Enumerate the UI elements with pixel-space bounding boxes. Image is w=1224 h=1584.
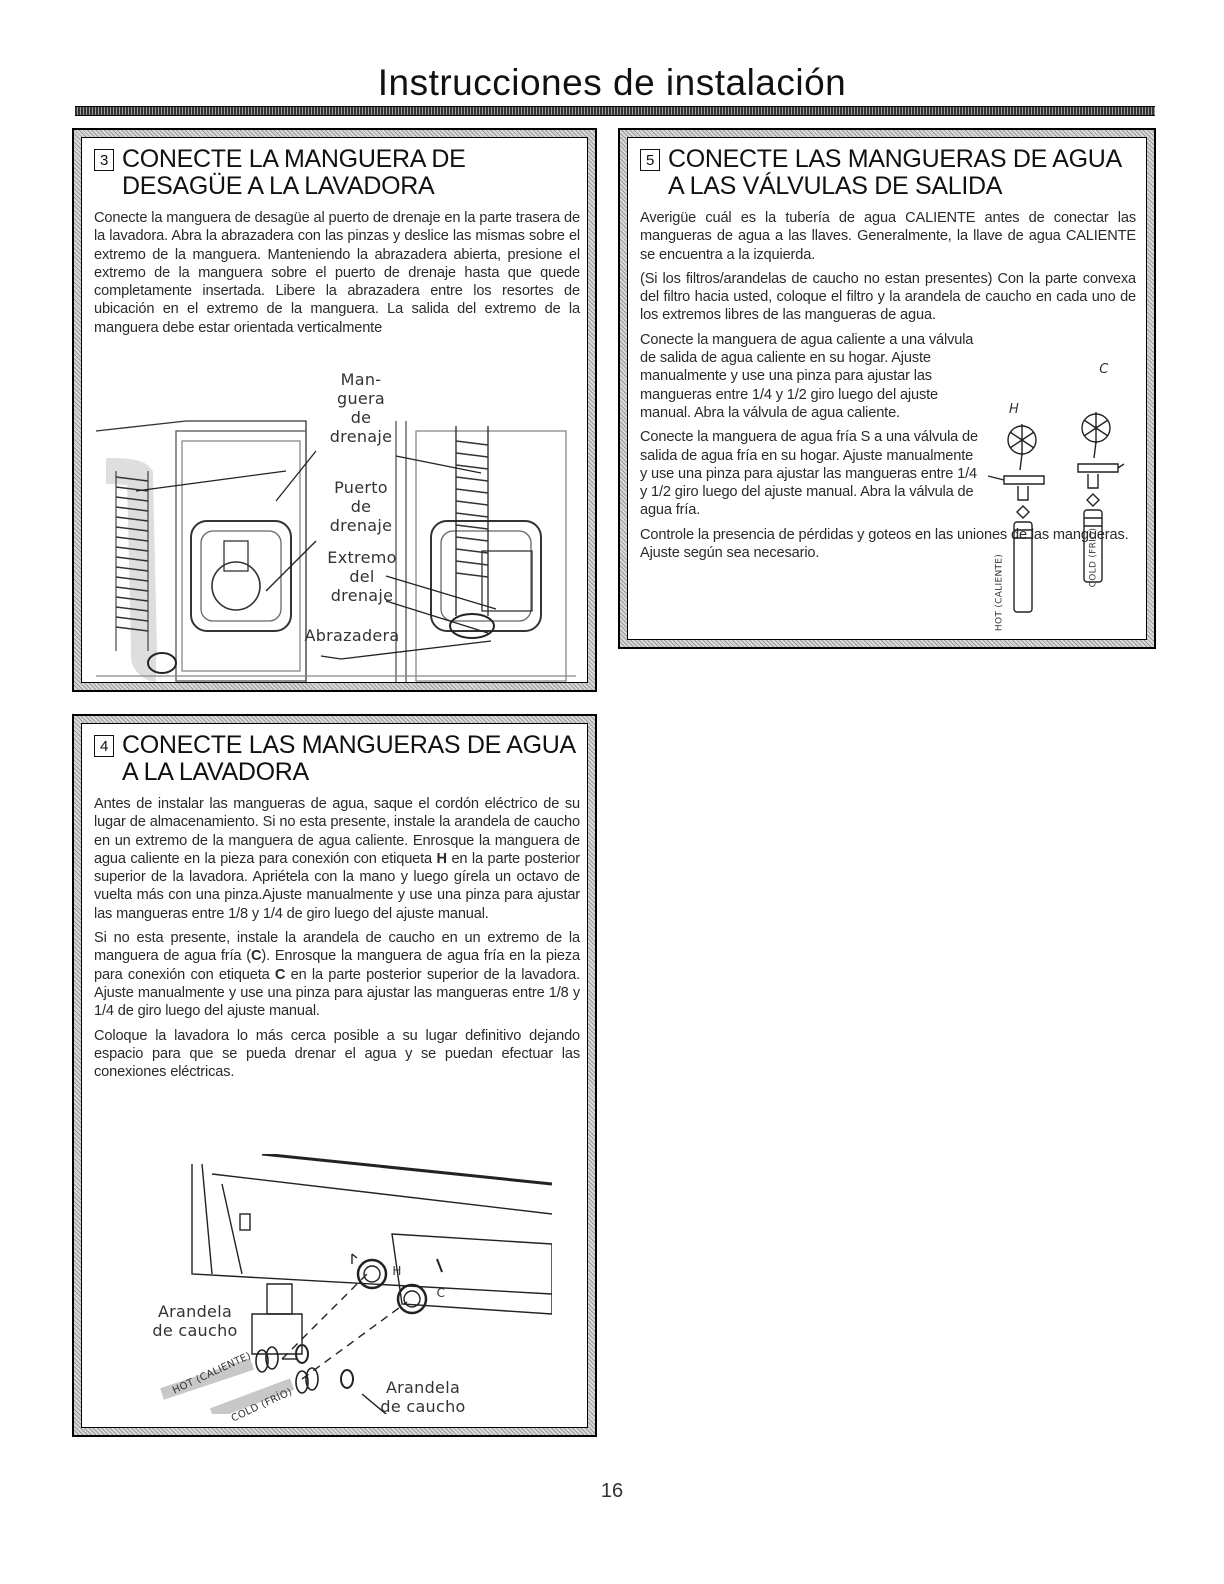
section-4-label-h: H <box>436 850 447 867</box>
section-5-paragraph-3: Conecte la manguera de agua caliente a una válvula de salida de agua caliente en su hogar. Ajuste manualmente y use una pinza para ajustar las mangueras entre 1/4 y 1/2 giro luego del ajuste manual. Abra la válvula de agua caliente. <box>640 331 974 421</box>
label-arandela-de-caucho-1: Arandela de caucho <box>152 1302 238 1340</box>
section-4-paragraph-2-part-c: en la parte posterior superior de la lavadora. Ajuste manualmente y use una pinza para ajustar las mangueras entre 1/8 y 1/4 de giro luego del ajuste manual. <box>94 966 580 1020</box>
section-4-paragraph-1-part-b: en la parte posterior superior de la lavadora. Apriétela con la mano y luego gírela un octavo de vuelta más con una pinza.Ajuste manualmente y use una pinza para ajustar las mangueras entre 1/8 y 1/4 de giro luego del ajuste manual. <box>94 850 580 922</box>
step-number-3: 3 <box>94 149 114 171</box>
label-abrazadera: Abrazadera <box>304 626 400 645</box>
step-number-5: 5 <box>640 149 660 171</box>
section-5-paragraph-5: Controle la presencia de pérdidas y goteos en las uniones de las mangueras. Ajuste según sea necesario. <box>640 526 1129 562</box>
section-3-panel <box>72 128 597 692</box>
faucet-label-h: H <box>1008 402 1020 417</box>
section-5-heading <box>640 146 1134 200</box>
page-title: Instrucciones de instalación <box>377 62 847 103</box>
section-4-paragraph-2-part-b: ). Enrosque la manguera de agua fría en la pieza para conexión con etiqueta <box>94 948 580 983</box>
section-4-label-c-1: C <box>250 948 262 965</box>
title-rule <box>75 106 1155 116</box>
section-4-paragraph-1-part-a: Antes de instalar las mangueras de agua, saque el cordón eléctrico de su lugar de almacenamiento. Si no esta presente, instale la arandela de caucho en un extremo de la manguera de agua caliente. Enrosque la manguera de agua caliente en la pieza para conexión con etiqueta <box>94 796 580 867</box>
label-arandela-de-caucho-2: Arandela de caucho <box>380 1378 466 1416</box>
cold-hose-text: COLD (FRÍO) <box>229 1386 295 1425</box>
section-3-paragraph: Conecte la manguera de desagüe al puerto de drenaje en la parte trasera de la lavadora. Abra la abrazadera con las pinzas y deslice las mismas sobre el extremo de la manguera. Manteniendo la abrazadera abierta, presione el extremo de la manguera sobre el puerto de drenaje hasta que quede completamente insertada. Libere la abrazadera entre los resortes de ubicación en el extremo de la manguera. La salida del extremo de la manguera debe estar orientada verticalmente <box>94 210 580 336</box>
section-4-heading <box>94 732 575 786</box>
cold-hose-label: COLD (FRÍO) <box>1088 527 1099 588</box>
section-4-panel <box>72 714 597 1437</box>
fitting-c-label: C <box>436 1286 446 1300</box>
section-3-heading-text: CONECTE LA MANGUERA DE DESAGÜE A LA LAVADORA <box>122 145 466 200</box>
section-5-paragraph-1: Averigüe cuál es la tubería de agua CALIENTE antes de conectar las mangueras de agua a las llaves. Generalmente, la llave de agua CALIENTE se encuentra a la izquierda. <box>640 210 1136 263</box>
label-extremo-del-drenaje: Extremo del drenaje <box>327 548 397 605</box>
section-4-label-c-2: C <box>274 966 286 983</box>
section-4-paragraph-2-part-a: Si no esta presente, instale la arandela de caucho en un extremo de la manguera de agua fría ( <box>94 930 580 965</box>
section-3-heading <box>94 146 575 200</box>
step-number-4: 4 <box>94 735 114 757</box>
section-4-paragraph-1 <box>94 795 580 923</box>
section-5-heading-text: CONECTE LAS MANGUERAS DE AGUA A LAS VÁLVULAS DE SALIDA <box>668 145 1121 200</box>
hot-hose-label: HOT (CALIENTE) <box>994 553 1005 632</box>
section-5-panel <box>618 128 1156 649</box>
section-4-paragraph-2 <box>94 929 580 1020</box>
section-4-paragraph-3: Coloque la lavadora lo más cerca posible a su lugar definitivo dejando espacio para que se pueda drenar el agua y se puedan efectuar las conexiones eléctricas. <box>94 1027 580 1081</box>
label-manguera-de-drenaje: Man- guera de drenaje <box>329 370 393 446</box>
fitting-h-label: H <box>392 1264 402 1278</box>
section-5-paragraph-4: Conecte la manguera de agua fría S a una válvula de salida de agua fría en su hogar. Ajuste manualmente y use una pinza para ajustar las mangueras entre 1/4 y 1/2 giro luego del ajuste manual. Abra la válvula de agua fría. <box>640 429 978 519</box>
page-number: 16 <box>600 1480 624 1502</box>
faucet-label-c: C <box>1099 362 1109 377</box>
hot-hose-text: HOT (CALIENTE) <box>171 1350 253 1397</box>
section-5-paragraph-2: (Si los filtros/arandelas de caucho no estan presentes) Con la parte convexa del filtro hacia usted, coloque el filtro y la arandela de caucho en cada uno de los extremos libres de las mangueras de agua. <box>640 270 1136 324</box>
section-4-heading-text: CONECTE LAS MANGUERAS DE AGUA A LA LAVADORA <box>122 731 575 786</box>
label-puerto-de-drenaje: Puerto de drenaje <box>329 478 393 535</box>
